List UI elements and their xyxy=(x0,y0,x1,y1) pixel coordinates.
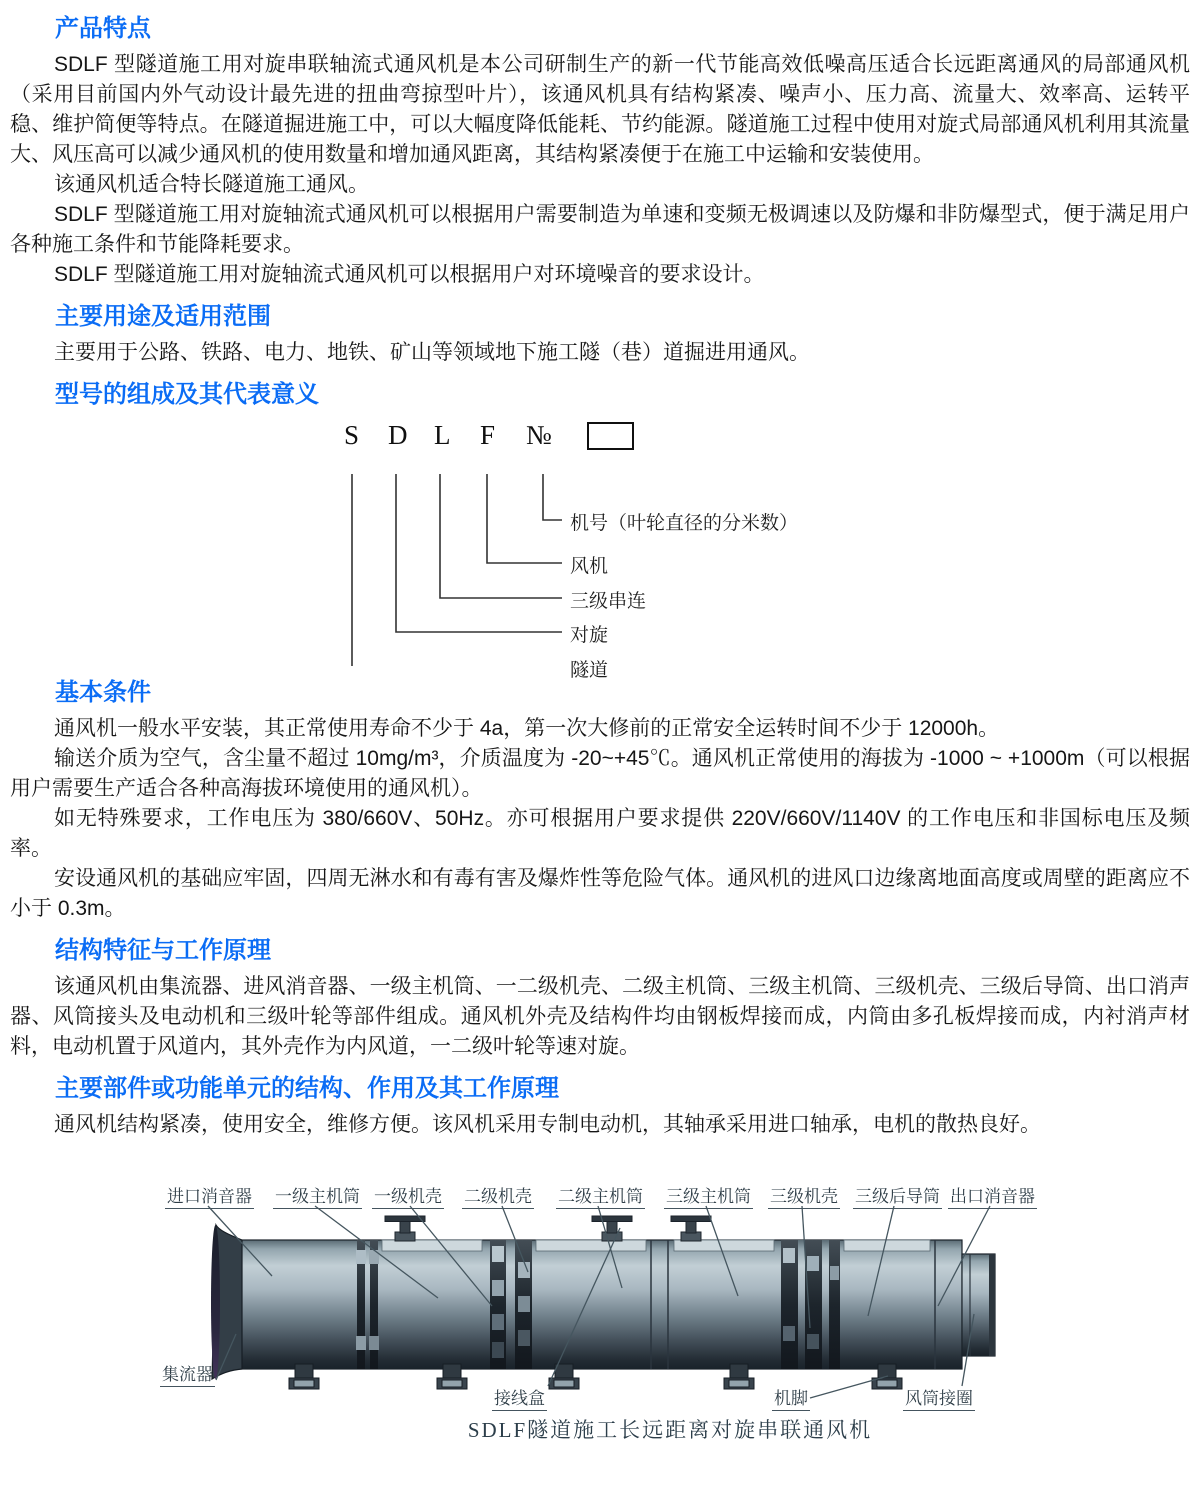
paragraph-features-4: SDLF 型隧道施工用对旋轴流式通风机可以根据用户对环境噪音的要求设计。 xyxy=(54,263,765,286)
paragraph-structure-1: 该通风机由集流器、进风消音器、一级主机筒、一二级机壳、二级主机筒、三级主机筒、三级机壳、三级后导筒、出口消声器、风筒接头及电动机和三级叶轮等部件组成。通风机外壳及结构件均由钢板焊接而成，内筒由多孔板焊接而成，内衬消声材料，电动机置于风道内，其外壳作为内风道，一二级叶轮等速对旋。 xyxy=(10,975,1190,1058)
part-label-duct-ring: 风筒接圈 xyxy=(903,1384,975,1411)
part-label-stage1-casing: 一级机壳 xyxy=(372,1182,444,1209)
section-heading-model: 型号的组成及其代表意义 xyxy=(55,381,319,408)
fan-assembly-figure xyxy=(10,1176,1190,1468)
part-label-outlet-silencer: 出口消音器 xyxy=(948,1182,1037,1209)
model-label-fan-number: 机号（叶轮直径的分米数） xyxy=(570,513,799,534)
section-heading-structure: 结构特征与工作原理 xyxy=(55,937,271,964)
paragraph-parts-1: 通风机结构紧凑，使用安全，维修方便。该风机采用专制电动机，其轴承采用进口轴承，电机的散热良好。 xyxy=(54,1113,1041,1136)
paragraph-basic-2: 输送介质为空气，含尘量不超过 10mg/m³，介质温度为 -20~+45℃。通风机正常使用的海拔为 -1000 ~ +1000m（可以根据用户需要生产适合各种高海拔环境使用的通风机）。 xyxy=(10,747,1190,800)
top-fitting-1 xyxy=(385,1216,425,1241)
part-label-collector: 集流器 xyxy=(160,1360,215,1387)
model-letter-no: № xyxy=(526,420,552,450)
model-label-three-stage: 三级串连 xyxy=(570,591,647,612)
section-heading-features: 产品特点 xyxy=(55,15,151,42)
part-label-stage2-main-cyl: 二级主机筒 xyxy=(556,1182,645,1209)
model-number-box xyxy=(587,422,634,450)
machine-body xyxy=(240,1240,962,1369)
part-label-stage3-main-cyl: 三级主机筒 xyxy=(664,1182,753,1209)
paragraph-features-2: 该通风机适合特长隧道施工通风。 xyxy=(54,173,369,196)
flange-band-2 xyxy=(490,1240,532,1369)
model-letter-d: D xyxy=(388,420,408,450)
paragraph-features-3: SDLF 型隧道施工用对旋轴流式通风机可以根据用户需要制造为单速和变频无极调速以及防爆和非防爆型式，便于满足用户各种施工条件和节能降耗要求。 xyxy=(10,203,1190,256)
top-fitting-3 xyxy=(671,1216,711,1241)
figure-caption: SDLF隧道施工长远距离对旋串联通风机 xyxy=(467,1418,873,1442)
model-label-counter-rotating: 对旋 xyxy=(570,625,609,646)
flange-band-3 xyxy=(781,1240,840,1369)
part-label-stage1-main-cyl: 一级主机筒 xyxy=(273,1182,362,1209)
part-label-stage2-casing: 二级机壳 xyxy=(462,1182,534,1209)
section-heading-parts: 主要部件或功能单元的结构、作用及其工作原理 xyxy=(55,1075,559,1102)
model-letter-s: S xyxy=(344,420,360,450)
model-code-diagram xyxy=(10,416,1190,681)
part-label-stage3-rear-guide: 三级后导筒 xyxy=(853,1182,942,1209)
part-label-stage3-casing: 三级机壳 xyxy=(768,1182,840,1209)
model-letter-l: L xyxy=(434,420,451,450)
paragraph-basic-1: 通风机一般水平安装，其正常使用寿命不少于 4a，第一次大修前的正常安全运转时间不少于 12000h。 xyxy=(54,717,1000,740)
top-fitting-2 xyxy=(592,1216,632,1241)
paragraph-usage-1: 主要用于公路、铁路、电力、地铁、矿山等领域地下施工隧（巷）道掘进用通风。 xyxy=(54,341,810,364)
section-heading-basic: 基本条件 xyxy=(55,679,151,706)
part-label-machine-foot: 机脚 xyxy=(772,1384,810,1411)
outlet-ring xyxy=(962,1254,995,1356)
paragraph-basic-4: 安设通风机的基础应牢固，四周无淋水和有毒有害及爆炸性等危险气体。通风机的进风口边缘离地面高度或周壁的距离应不小于 0.3m。 xyxy=(10,867,1190,920)
section-heading-usage: 主要用途及适用范围 xyxy=(55,303,271,330)
paragraph-basic-3: 如无特殊要求，工作电压为 380/660V、50Hz。亦可根据用户要求提供 220V/660V/1140V 的工作电压和非国标电压及频率。 xyxy=(10,807,1190,860)
paragraph-features-1: SDLF 型隧道施工用对旋串联轴流式通风机是本公司研制生产的新一代节能高效低噪高压适合长远距离通风的局部通风机（采用目前国内外气动设计最先进的扭曲弯掠型叶片），该通风机具有结构紧凑、噪声小、压力高、流量大、效率高、运转平稳、维护简便等特点。在隧道掘进施工中，可以大幅度降低能耗、节约能源。隧道施工过程中使用对旋式局部通风机利用其流量大、风压高可以减少通风机的使用数量和增加通风距离，其结构紧凑便于在施工中运输和安装使用。 xyxy=(10,53,1190,166)
model-label-fan: 风机 xyxy=(570,556,609,577)
model-label-tunnel: 隧道 xyxy=(570,660,609,681)
part-label-junction-box: 接线盒 xyxy=(492,1384,547,1411)
model-letter-f: F xyxy=(480,420,496,450)
part-label-inlet-silencer: 进口消音器 xyxy=(165,1182,254,1209)
